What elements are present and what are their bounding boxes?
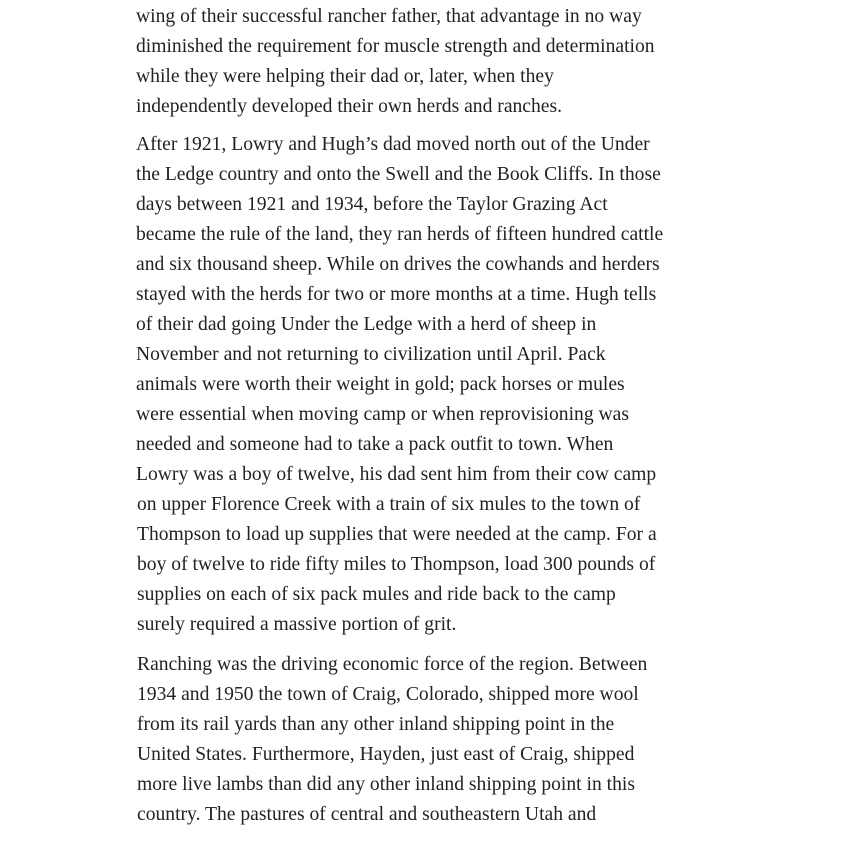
text-line: stayed with the herds for two or more months at a time. Hugh tells — [136, 284, 657, 305]
text-line: November and not returning to civilization until April. Pack — [136, 344, 606, 365]
text-line: animals were worth their weight in gold; pack horses or mules — [136, 374, 625, 395]
text-line: of their dad going Under the Ledge with a herd of sheep in — [136, 314, 597, 335]
text-line: After 1921, Lowry and Hugh’s dad moved north out of the Under — [136, 134, 650, 155]
text-line: Lowry was a boy of twelve, his dad sent him from their cow camp — [136, 464, 657, 485]
text-line: United States. Furthermore, Hayden, just east of Craig, shipped — [137, 744, 635, 765]
text-line: needed and someone had to take a pack outfit to town. When — [136, 434, 614, 455]
text-line: Ranching was the driving economic force of the region. Between — [137, 654, 648, 675]
text-line: independently developed their own herds and ranches. — [136, 96, 563, 117]
text-line: surely required a massive portion of grit. — [137, 614, 457, 635]
text-line: Thompson to load up supplies that were needed at the camp. For a — [137, 524, 657, 545]
text-line: on upper Florence Creek with a train of six mules to the town of — [137, 494, 641, 515]
paragraph-2 — [136, 130, 663, 640]
text-line: days between 1921 and 1934, before the Taylor Grazing Act — [136, 194, 608, 215]
text-line: from its rail yards than any other inland shipping point in the — [137, 714, 615, 735]
text-line: diminished the requirement for muscle strength and determination — [136, 36, 655, 57]
text-line: 1934 and 1950 the town of Craig, Colorado, shipped more wool — [137, 684, 639, 705]
text-line: boy of twelve to ride fifty miles to Thompson, load 300 pounds of — [137, 554, 656, 575]
text-line: wing of their successful rancher father, that advantage in no way — [136, 6, 642, 27]
text-line: and six thousand sheep. While on drives the cowhands and herders — [136, 254, 660, 275]
text-line: country. The pastures of central and southeastern Utah and — [137, 804, 597, 825]
text-line: more live lambs than did any other inland shipping point in this — [137, 774, 635, 795]
text-line: were essential when moving camp or when reprovisioning was — [136, 404, 629, 425]
text-line: the Ledge country and onto the Swell and the Book Cliffs. In those — [136, 164, 661, 185]
paragraph-1 — [136, 2, 655, 122]
paragraph-3 — [137, 650, 647, 830]
text-line: supplies on each of six pack mules and ride back to the camp — [137, 584, 616, 605]
text-line: while they were helping their dad or, later, when they — [136, 66, 554, 87]
text-line: became the rule of the land, they ran herds of fifteen hundred cattle — [136, 224, 664, 245]
